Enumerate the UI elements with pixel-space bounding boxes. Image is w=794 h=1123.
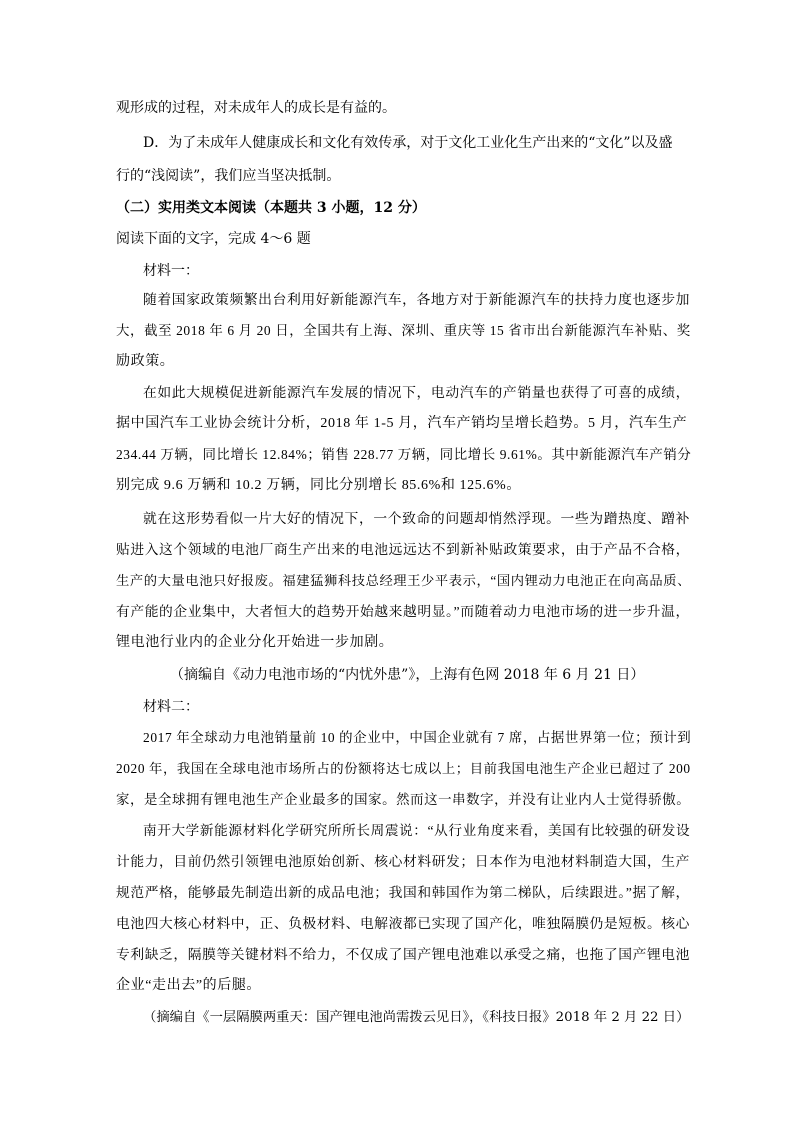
text-line: 家，是全球拥有锂电池生产企业最多的国家。然而这一串数字，并没有让业内人士觉得骄傲。 [116, 792, 691, 807]
material-1-source: （摘编自《动力电池市场的“内忧外患”》，上海有色网 2018 年 6 月 21 日） [170, 667, 645, 683]
section-heading: （二）实用类文本阅读（本题共 3 小题，12 分） [116, 200, 426, 216]
text-line: 专利缺乏，隔膜等关键材料不给力，不仅成了国产锂电池难以承受之痛，也拖了国产锂电池 [116, 947, 691, 962]
text-line: 2020 年，我国在全球电池市场所占的份额将达七成以上；目前我国电池生产企业已超过了 200 [116, 761, 691, 776]
text-line: 生产的大量电池只好报废。福建猛狮科技总经理王少平表示，“国内锂动力电池正在向高品质、 [116, 573, 691, 588]
text-line: 大，截至 2018 年 6 月 20 日，全国共有上海、深圳、重庆等 15 省市出台新能源汽车补贴、奖 [116, 323, 691, 338]
text-line: 计能力，目前仍然引领锂电池原始创新、核心材料研发；日本作为电池材料制造大国，生产 [116, 854, 691, 869]
text-line: 锂电池行业内的企业分化开始进一步加剧。 [116, 635, 394, 650]
text-line: 规范严格，能够最先制造出新的成品电池；我国和韩国作为第二梯队，后续跟进。”据了解， [116, 885, 690, 900]
text-line: 有产能的企业集中，大者恒大的趋势开始越来越明显。”而随着动力电池市场的进一步升温， [116, 604, 690, 619]
text-line: 在如此大规模促进新能源汽车发展的情况下，电动汽车的产销量也获得了可喜的成绩， [143, 385, 691, 400]
material-2-label: 材料二： [143, 699, 199, 715]
text-line: 据中国汽车工业协会统计分析，2018 年 1-5 月，汽车产销均呈增长趋势。5 月，汽车生产 [116, 416, 688, 431]
text-line: 南开大学新能源材料化学研究所所长周震说：“从行业角度来看，美国有比较强的研发设 [143, 823, 691, 838]
material-1-label: 材料一： [143, 263, 199, 279]
text-line: 别完成 9.6 万辆和 10.2 万辆，同比分别增长 85.6%和 125.6%。 [116, 478, 521, 493]
text-line: 就在这形势看似一片大好的情况下，一个致命的问题却悄然浮现。一些为蹭热度、蹭补 [143, 511, 691, 526]
option-d-line-2: 行的“浅阅读”，我们应当坚决抵制。 [116, 168, 341, 184]
option-c-continuation: 观形成的过程，对未成年人的成长是有益的。 [116, 100, 396, 116]
text-line: 随着国家政策频繁出台利用好新能源汽车，各地方对于新能源汽车的扶持力度也逐步加 [143, 292, 691, 307]
material-2-source: （摘编自《一层隔膜两重天：国产锂电池尚需拨云见日》，《科技日报》2018 年 2 月 22 日） [143, 1010, 690, 1025]
text-line: 234.44 万辆，同比增长 12.84%；销售 228.77 万辆，同比增长 9.61%。其中新能源汽车产销分 [116, 447, 692, 462]
text-line: 电池四大核心材料中，正、负极材料、电解液都已实现了国产化，唯独隔膜仍是短板。核心 [116, 916, 691, 931]
section-instruction: 阅读下面的文字，完成 4～6 题 [116, 231, 311, 247]
text-line: 贴进入这个领域的电池厂商生产出来的电池远远达不到新补贴政策要求，由于产品不合格， [116, 542, 691, 557]
text-line: 企业“走出去”的后腿。 [116, 978, 262, 993]
text-line: 2017 年全球动力电池销量前 10 的企业中，中国企业就有 7 席，占据世界第一位；预计到 [143, 730, 692, 745]
option-d-line-1: D．为了未成年人健康成长和文化有效传承，对于文化工业化生产出来的“文化”以及盛 [143, 135, 673, 151]
text-line: 励政策。 [116, 354, 175, 369]
